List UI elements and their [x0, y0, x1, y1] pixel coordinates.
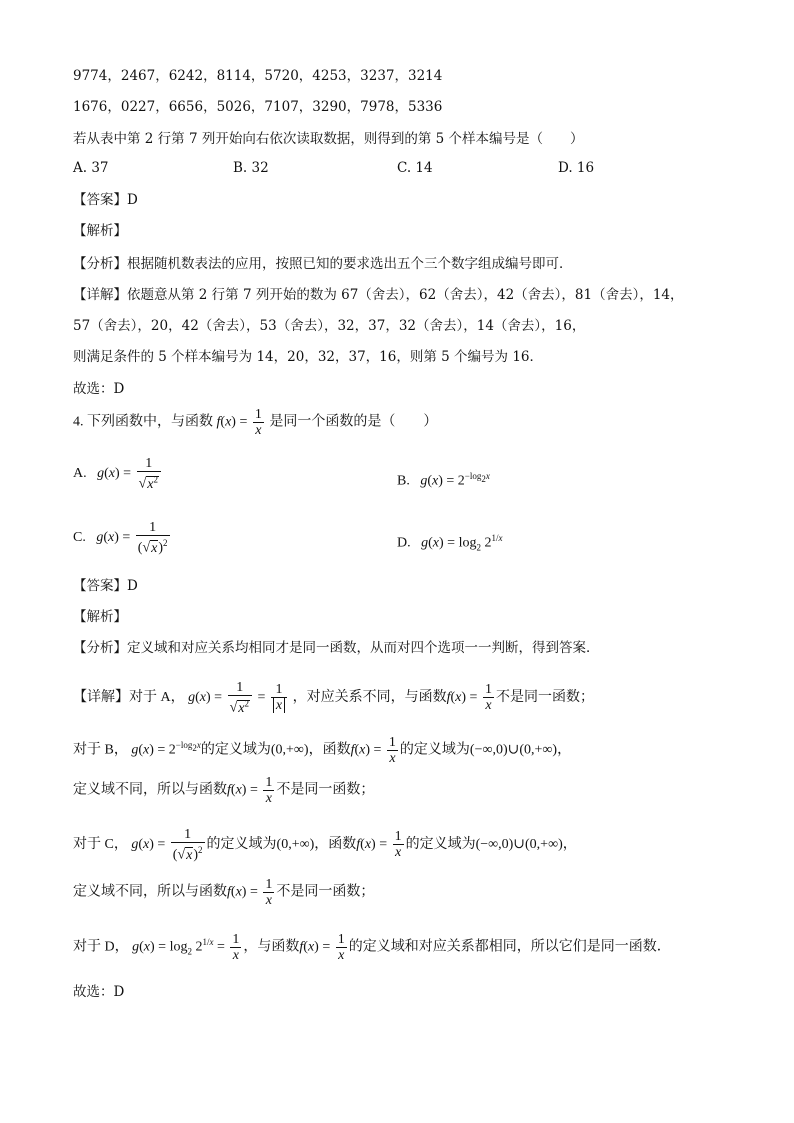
q3-option-d: D. 16: [558, 160, 595, 176]
answer-value: D: [127, 578, 138, 594]
q4-option-a: A. g(x) = $\frac{1}{√x^2}$: [73, 456, 163, 492]
q4-option-b: B. $g(x) = 2^{-log_2x}$: [397, 471, 490, 489]
q3-xiangjie-3: 则满足条件的 5 个样本编号为 14，20，32，37，16，则第 5 个编号为 16．: [73, 349, 543, 365]
q4-detail-c-note: 定义域不同，所以与函数f(x) = $\frac{1}{x}$ 不是同一函数；: [73, 877, 375, 908]
answer-tag: 【答案】: [73, 192, 127, 208]
q4-detail-a: 【详解】对于 A， g(x) = $\frac{1}{√x^2}$ = $\frac{1}{x}$ ，对应关系不同，与函数f(x) = $\frac{1}{x}$ 不是同一函数；: [73, 680, 594, 716]
q4-answer: [73, 576, 138, 596]
q3-fenxi: [73, 254, 573, 274]
fenxi-text: 定义域和对应关系均相同才是同一函数，从而对四个选项一一判断，得到答案．: [127, 640, 600, 656]
fenxi-tag: 【分析】: [73, 256, 127, 272]
q4-analysis-tag: 【解析】: [73, 609, 127, 625]
q3-conclusion: 故选：D: [73, 381, 125, 397]
random-table-row-2: 1676，0227，6656，5026，7107，3290，7978，5336: [73, 99, 443, 115]
answer-tag: 【答案】: [73, 578, 127, 594]
q3-answer: [73, 190, 138, 210]
q3-stem: 若从表中第 2 行第 7 列开始向右依次读取数据，则得到的第 5 个样本编号是（ ）: [73, 131, 584, 147]
q4-stem: 4. 下列函数中，与函数 f(x) = $\frac{1}{x}$ 是同一个函数的是（ ）: [73, 407, 438, 438]
q4-fenxi: [73, 638, 600, 658]
q3-xiangjie-1: [73, 285, 684, 305]
q4-detail-d: 对于 D， $g(x) = \log_2 2^{1/x}$ = $\frac{1}{x}$ ，与函数f(x) = $\frac{1}{x}$ 的定义域和对应关系都相同，所以它们是同一函数．: [73, 932, 671, 963]
fenxi-tag: 【分析】: [73, 640, 127, 656]
q3-option-b: B. 32: [233, 160, 269, 176]
fenxi-text: 根据随机数表法的应用，按照已知的要求选出五个三个数字组成编号即可．: [127, 256, 573, 272]
q4-stem-suffix: 是同一个函数的是（ ）: [269, 414, 438, 430]
answer-value: D: [127, 192, 138, 208]
q4-detail-c: 对于 C， g(x) = $\frac{1}{(√x)^2}$ 的定义域为(0,+∞)，函数f(x) = $\frac{1}{x}$ 的定义域为(−∞,0)∪(0,+∞)，: [73, 827, 577, 863]
q4-conclusion: 故选：D: [73, 984, 125, 1000]
xiangjie-tag: 【详解】: [73, 287, 127, 303]
q4-detail-b: 对于 B， $g(x) = 2^{-log_2x}$的定义域为(0,+∞)，函数f(x) = $\frac{1}{x}$ 的定义域为(−∞,0)∪(0,+∞)，: [73, 735, 572, 766]
q4-detail-b-note: 定义域不同，所以与函数f(x) = $\frac{1}{x}$ 不是同一函数；: [73, 775, 375, 806]
random-table-row-1: 9774，2467，6242，8114，5720，4253，3237，3214: [73, 68, 443, 84]
q4-stem-prefix: 4. 下列函数中，与函数: [73, 414, 213, 430]
xiangjie-text: 依题意从第 2 行第 7 列开始的数为 67（舍去），62（舍去），42（舍去），81（舍去），14，: [127, 287, 684, 303]
q4-option-c: C. g(x) = $\frac{1}{(√x)^2}$: [73, 520, 168, 556]
q3-analysis-tag: 【解析】: [73, 223, 127, 239]
q3-option-a: A. 37: [73, 160, 109, 176]
q3-xiangjie-2: 57（舍去），20，42（舍去），53（舍去），32，37，32（舍去），14（舍去），16，: [73, 318, 586, 334]
q3-option-c: C. 14: [397, 160, 433, 176]
xiangjie-tag: 【详解】: [73, 690, 129, 706]
q4-option-d: D. $g(x) = \log_2 2^{1/x}$: [397, 533, 503, 553]
